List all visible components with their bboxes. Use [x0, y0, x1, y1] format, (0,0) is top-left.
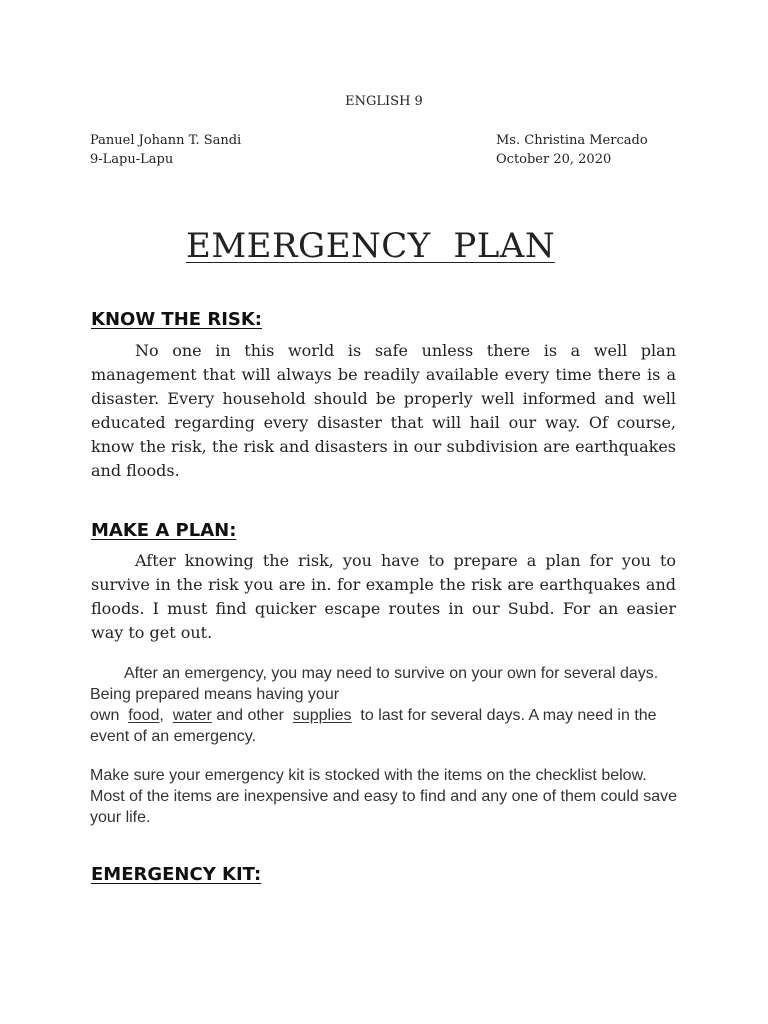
water-link[interactable]: water	[172, 707, 212, 724]
supplies-link[interactable]: supplies	[292, 707, 352, 724]
heading-emergency-kit: EMERGENCY KIT:	[91, 864, 262, 885]
after-emergency-rest: to last for several days. A may need in the event of an emergency.	[90, 707, 657, 745]
document-title: EMERGENCY PLAN	[186, 226, 556, 266]
paragraph-after-emergency	[90, 663, 680, 747]
paragraph-know-the-risk: No one in this world is safe unless there is a well plan management that will always be readily available every time there is a disaster. Every household should be properly well informed and well educated regarding every disaster that will hail our way. Of course, know the risk, the risk and disasters in our subdivision are earthquakes and floods.	[91, 341, 676, 480]
paragraph-make-a-plan: After knowing the risk, you have to prepare a plan for you to survive in the risk you are in. for example the risk are earthquakes and floods. I must find quicker escape routes in our Subd. For an easier way to get out.	[91, 551, 676, 642]
heading-make-a-plan: MAKE A PLAN:	[91, 520, 237, 541]
and-other-text: and other	[216, 707, 284, 724]
teacher-info	[496, 131, 648, 169]
after-emergency-intro: After an emergency, you may need to survive on your own for several days. Being prepared means having your	[90, 665, 659, 703]
teacher-name: Ms. Christina Mercado	[496, 133, 648, 148]
student-section: 9-Lapu-Lapu	[90, 152, 174, 167]
paragraph-checklist-note: Make sure your emergency kit is stocked with the items on the checklist below. Most of the items are inexpensive and easy to find and any one of them could save your life.	[90, 767, 678, 826]
student-info	[90, 131, 241, 169]
own-text: own	[90, 707, 120, 724]
food-link[interactable]: food	[128, 707, 160, 724]
student-name: Panuel Johann T. Sandi	[90, 133, 242, 148]
course-label: ENGLISH 9	[345, 94, 423, 109]
heading-know-the-risk: KNOW THE RISK:	[91, 309, 263, 330]
document-date: October 20, 2020	[496, 152, 612, 167]
comma-text: ,	[159, 707, 164, 724]
